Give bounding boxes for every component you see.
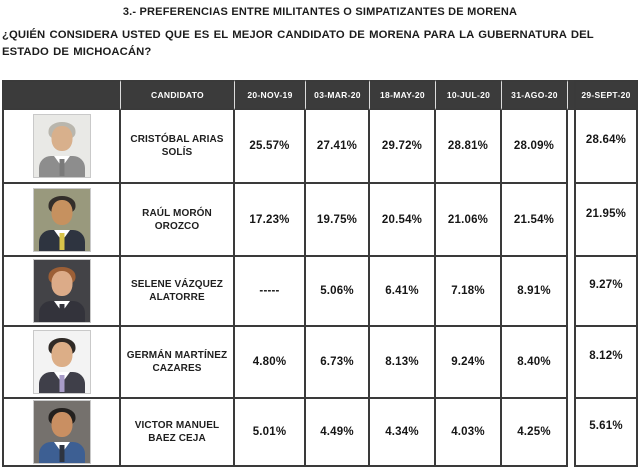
poll-value-cell (574, 184, 638, 257)
candidate-avatar (33, 114, 91, 178)
poll-value-cell: 19.75% (306, 184, 370, 257)
poll-value-cell: 20.54% (370, 184, 436, 257)
table-row (2, 257, 638, 327)
avatar-torso (39, 442, 85, 464)
poll-value-cell: 7.18% (436, 257, 502, 327)
poll-value-cell: 4.49% (306, 399, 370, 467)
candidate-photo-cell (2, 257, 121, 327)
candidate-avatar (33, 188, 91, 252)
poll-value: 8.12% (589, 350, 623, 362)
poll-value-cell: 4.03% (436, 399, 502, 467)
poll-value-cell: 8.91% (502, 257, 568, 327)
candidate-name: RAÚL MORÓN OROZCO (121, 184, 235, 257)
poll-value-cell: 25.57% (235, 110, 306, 184)
candidate-name: GERMÁN MARTÍNEZ CAZARES (121, 327, 235, 399)
candidate-photo-cell (2, 399, 121, 467)
column-header-date-4: 10-JUL-20 (436, 80, 502, 110)
poll-value-cell: 29.72% (370, 110, 436, 184)
avatar-torso (39, 156, 85, 178)
candidate-name: SELENE VÁZQUEZ ALATORRE (121, 257, 235, 327)
poll-value-cell: 4.34% (370, 399, 436, 467)
poll-value-cell (574, 327, 638, 399)
avatar-face (51, 342, 72, 367)
table-row (2, 327, 638, 399)
poll-value-cell: 8.13% (370, 327, 436, 399)
page-title: 3.- PREFERENCIAS ENTRE MILITANTES O SIMPATIZANTES DE MORENA (122, 6, 518, 18)
avatar-torso (39, 301, 85, 323)
poll-value-cell (574, 399, 638, 467)
poll-value: 9.27% (589, 279, 623, 291)
table-row (2, 110, 638, 184)
poll-value-cell: 21.06% (436, 184, 502, 257)
column-header-date-1: 20-NOV-19 (235, 80, 306, 110)
candidate-avatar (33, 330, 91, 394)
poll-value-cell: ----- (235, 257, 306, 327)
survey-question: ¿QUIÉN CONSIDERA USTED QUE ES EL MEJOR CANDIDATO DE MORENA PARA LA GUBERNATURA DEL ESTADO DE MICHOACÁN? (2, 29, 594, 58)
avatar-face (51, 271, 72, 296)
poll-value-cell: 28.81% (436, 110, 502, 184)
column-header-date-3: 18-MAY-20 (370, 80, 436, 110)
candidate-avatar (33, 259, 91, 323)
column-header-date-6: 29-SEPT-20 (574, 80, 638, 110)
poll-value: 5.61% (589, 420, 623, 432)
candidate-photo-cell (2, 184, 121, 257)
candidate-photo-cell (2, 110, 121, 184)
poll-value-cell: 4.25% (502, 399, 568, 467)
column-header-candidato: CANDIDATO (121, 80, 235, 110)
candidate-avatar (33, 400, 91, 464)
candidate-photo-cell (2, 327, 121, 399)
poll-value-cell: 5.01% (235, 399, 306, 467)
poll-value: 21.95% (585, 207, 627, 220)
photo-column-header (2, 80, 121, 110)
poll-value-cell: 21.54% (502, 184, 568, 257)
table-row (2, 399, 638, 467)
poll-value-cell (574, 110, 638, 184)
poll-value-cell: 8.40% (502, 327, 568, 399)
poll-value-cell: 4.80% (235, 327, 306, 399)
poll-value-cell: 5.06% (306, 257, 370, 327)
poll-value-cell: 6.73% (306, 327, 370, 399)
poll-value-cell: 28.09% (502, 110, 568, 184)
candidate-name: VICTOR MANUEL BAEZ CEJA (121, 399, 235, 467)
avatar-face (51, 126, 72, 151)
poll-value-cell: 9.24% (436, 327, 502, 399)
poll-value-cell (574, 257, 638, 327)
table-row (2, 184, 638, 257)
poll-value-cell: 17.23% (235, 184, 306, 257)
avatar-face (51, 200, 72, 225)
column-header-date-5: 31-AGO-20 (502, 80, 568, 110)
avatar-torso (39, 372, 85, 394)
poll-value-cell: 27.41% (306, 110, 370, 184)
column-header-date-2: 03-MAR-20 (306, 80, 370, 110)
poll-value: 28.64% (585, 134, 627, 146)
poll-value-cell: 6.41% (370, 257, 436, 327)
table-header-row (2, 80, 638, 110)
candidate-name: CRISTÓBAL ARIAS SOLÍS (121, 110, 235, 184)
avatar-face (51, 412, 72, 437)
results-table (2, 80, 638, 467)
avatar-torso (39, 230, 85, 252)
